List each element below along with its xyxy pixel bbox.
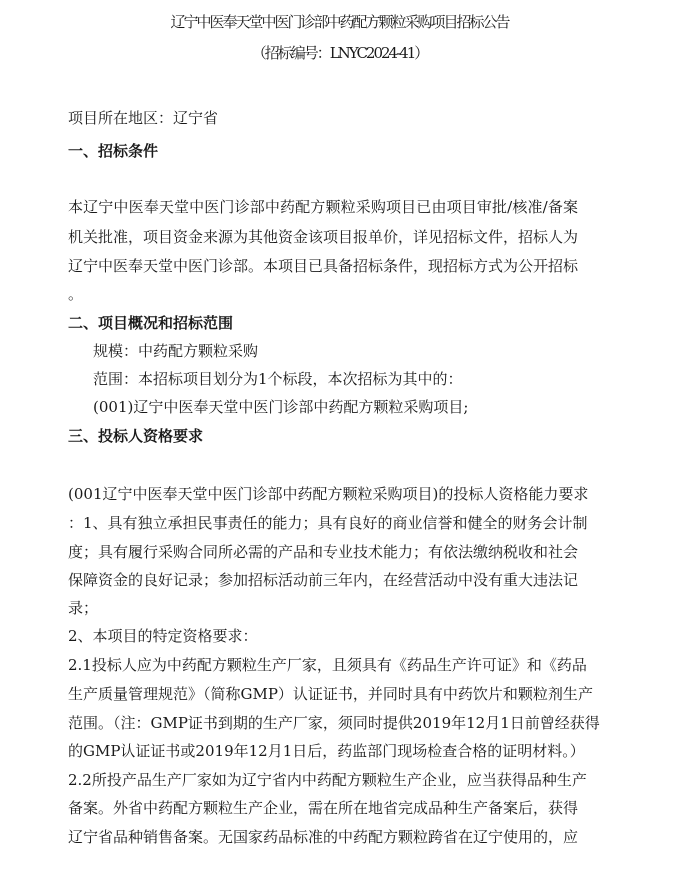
paragraph-line: 2.1投标人应为中药配方颗粒生产厂家，且须具有《药品生产许可证》和《药品 [68,656,587,674]
paragraph-line: 录； [68,599,99,617]
section-heading-bid-conditions: 一、招标条件 [68,142,159,160]
paragraph-line: 本辽宁中医奉天堂中医门诊部中药配方颗粒采购项目已由项目审批/核准/备案 [68,198,578,216]
bid-number: （招标编号：LNYC2024-41） [251,44,428,62]
paragraph-line: 机关批准，项目资金来源为其他资金该项目报单价，详见招标文件，招标人为 [68,228,579,246]
paragraph-line: (001辽宁中医奉天堂中医门诊部中药配方颗粒采购项目)的投标人资格能力要求 [68,485,589,503]
paragraph-line: 辽宁省品种销售备案。无国家药品标准的中药配方颗粒跨省在辽宁使用的，应 [68,828,579,846]
paragraph-line: 。 [68,285,84,303]
project-scope: 范围：本招标项目划分为1个标段，本次招标为其中的： [93,370,463,388]
paragraph-line: ：1、具有独立承担民事责任的能力；具有良好的商业信誉和健全的财务会计制 [68,514,588,532]
paragraph-line: 2、本项目的特定资格要求： [68,627,258,645]
paragraph-line: 范围。（注：GMP证书到期的生产厂家，须同时提供2019年12月1日前曾经获得 [68,714,600,732]
paragraph-line: 备案。外省中药配方颗粒生产企业，需在所在地省完成品种生产备案后，获得 [68,799,579,817]
paragraph-line: 度；具有履行采购合同所必需的产品和专业技术能力；有依法缴纳税收和社会 [68,543,579,561]
paragraph-line: 辽宁中医奉天堂中医门诊部。本项目已具备招标条件，现招标方式为公开招标 [68,257,579,275]
project-scale: 规模：中药配方颗粒采购 [93,342,259,360]
paragraph-line: 生产质量管理规范》（简称GMP）认证证书，并同时具有中药饮片和颗粒剂生产 [68,685,593,703]
project-lot: (001)辽宁中医奉天堂中医门诊部中药配方颗粒采购项目; [93,398,469,416]
section-heading-project-overview: 二、项目概况和招标范围 [68,314,234,332]
paragraph-line: 的GMP认证证书或2019年12月1日后，药监部门现场检查合格的证明材料。） [68,742,585,760]
document-title: 辽宁中医奉天堂中医门诊部中药配方颗粒采购项目招标公告 [170,13,509,31]
section-heading-bidder-qualifications: 三、投标人资格要求 [68,427,204,445]
project-region: 项目所在地区：辽宁省 [68,109,219,127]
paragraph-line: 2.2所投产品生产厂家如为辽宁省内中药配方颗粒生产企业，应当获得品种生产 [68,771,587,789]
paragraph-line: 保障资金的良好记录；参加招标活动前三年内，在经营活动中没有重大违法记 [68,571,579,589]
